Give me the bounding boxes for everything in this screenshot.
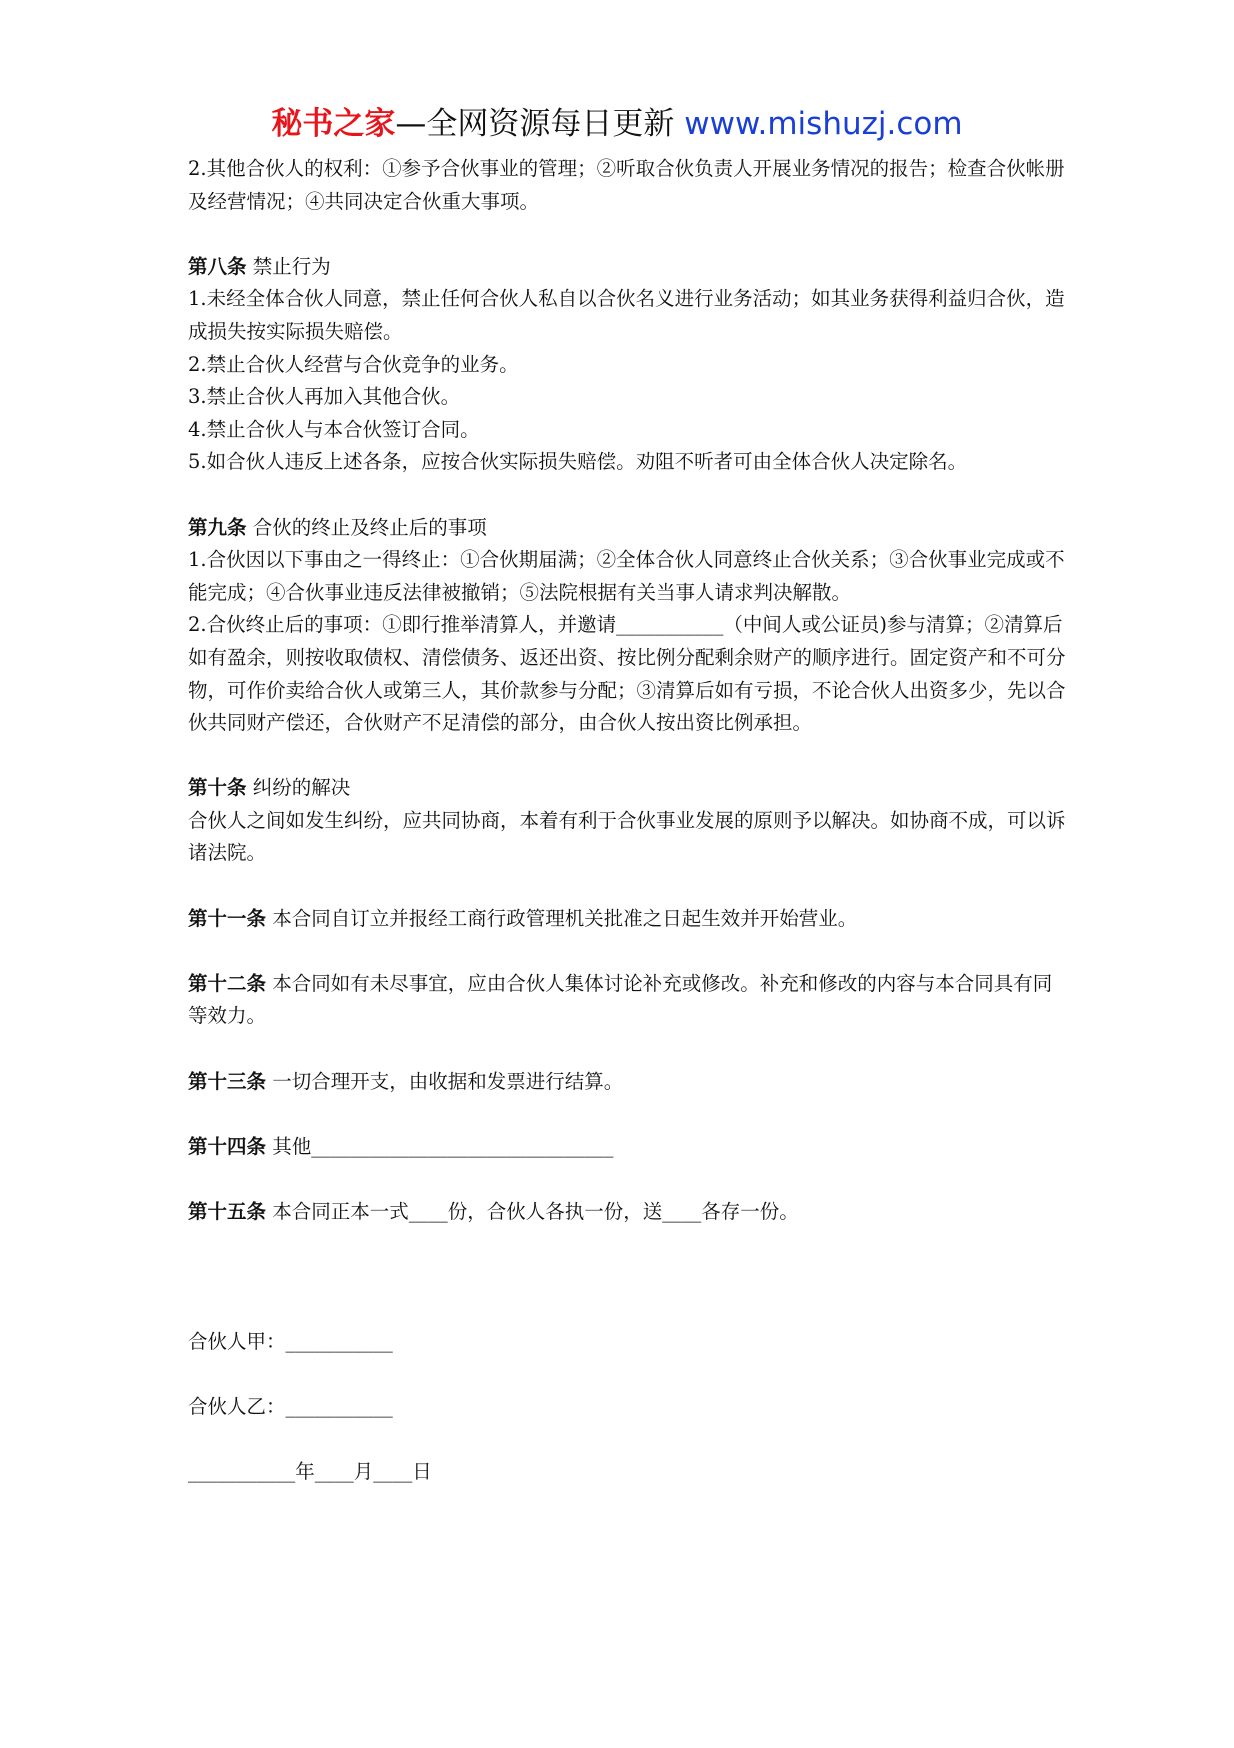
article-9-heading	[188, 512, 1068, 545]
article-9-item-2: 2.合伙终止后的事项：①即行推举清算人，并邀请___________（中间人或公证员)参与清算；②清算后如有盈余，则按收取债权、清偿债务、返还出资、按比例分配剩余财产的顺序进行。固定资产和不可分物，可作价卖给合伙人或第三人，其价款参与分配；③清算后如有亏损，不论合伙人出资多少，先以合伙共同财产偿还，合伙财产不足清偿的部分，由合伙人按出资比例承担。	[188, 613, 1066, 735]
signature-date: ___________年____月____日	[188, 1459, 432, 1483]
article-13-title: 第十三条	[188, 1069, 267, 1093]
article-9-item-1: 1.合伙因以下事由之一得终止：①合伙期届满；②全体合伙人同意终止合伙关系；③合伙事业完成或不能完成；④合伙事业违反法律被撤销；⑤法院根据有关当事人请求判决解散。	[188, 548, 1065, 604]
article-14-title: 第十四条	[188, 1134, 267, 1158]
article-8-heading	[188, 251, 1068, 284]
article-9-title: 第九条	[188, 515, 247, 539]
article-8-item-1: 1.未经全体合伙人同意，禁止任何合伙人私自以合伙名义进行业务活动；如其业务获得利益归合伙，造成损失按实际损失赔偿。	[188, 287, 1065, 343]
article-12-title: 第十二条	[188, 971, 267, 995]
article-11	[188, 903, 1068, 936]
article-15-text: 本合同正本一式____份，合伙人各执一份，送____各存一份。	[266, 1200, 799, 1223]
article-8-item-2: 2.禁止合伙人经营与合伙竞争的业务。	[188, 352, 519, 376]
website-link[interactable]: www.mishuzj.com	[684, 106, 963, 142]
article-8-item-3: 3.禁止合伙人再加入其他合伙。	[188, 385, 461, 409]
article-14	[188, 1131, 1068, 1164]
article-9-heading-text: 合伙的终止及终止后的事项	[246, 515, 487, 539]
article-15	[188, 1196, 1068, 1229]
article-10-heading	[188, 772, 1068, 805]
article-8-item-5: 5.如合伙人违反上述各条，应按合伙实际损失赔偿。劝阻不听者可由全体合伙人决定除名。	[188, 450, 968, 474]
brand-name: 秘书之家	[271, 106, 396, 142]
article-10-title: 第十条	[188, 776, 247, 800]
article-11-text: 本合同自订立并报经工商行政管理机关批准之日起生效并开始营业。	[266, 906, 858, 930]
signature-partner-b: 合伙人乙：___________	[188, 1394, 393, 1418]
document-body	[188, 153, 1068, 1489]
article-8-title: 第八条	[188, 254, 247, 278]
article-12	[188, 968, 1068, 1033]
partner-rights-paragraph: 2.其他合伙人的权利：①参予合伙事业的管理；②听取合伙负责人开展业务情况的报告；检查合伙帐册及经营情况；④共同决定合伙重大事项。	[188, 157, 1065, 213]
article-13	[188, 1066, 1068, 1099]
signature-partner-a: 合伙人甲：___________	[188, 1329, 393, 1353]
article-8-item-4: 4.禁止合伙人与本合伙签订合同。	[188, 417, 480, 441]
article-8-heading-text: 禁止行为	[246, 254, 331, 278]
article-11-title: 第十一条	[188, 906, 267, 930]
article-10-text: 合伙人之间如发生纠纷，应共同协商，本着有利于合伙事业发展的原则予以解决。如协商不成，可以诉诸法院。	[188, 808, 1066, 865]
article-13-text: 一切合理开支，由收据和发票进行结算。	[266, 1069, 624, 1093]
article-15-title: 第十五条	[188, 1200, 267, 1223]
article-10-heading-text: 纠纷的解决	[246, 776, 351, 800]
header-slogan: —全网资源每日更新	[395, 106, 685, 142]
article-12-text: 本合同如有未尽事宜，应由合伙人集体讨论补充或修改。补充和修改的内容与本合同具有同等效力。	[188, 971, 1053, 1028]
page-header	[0, 104, 1234, 144]
article-14-text: 其他_______________________________	[266, 1134, 614, 1158]
